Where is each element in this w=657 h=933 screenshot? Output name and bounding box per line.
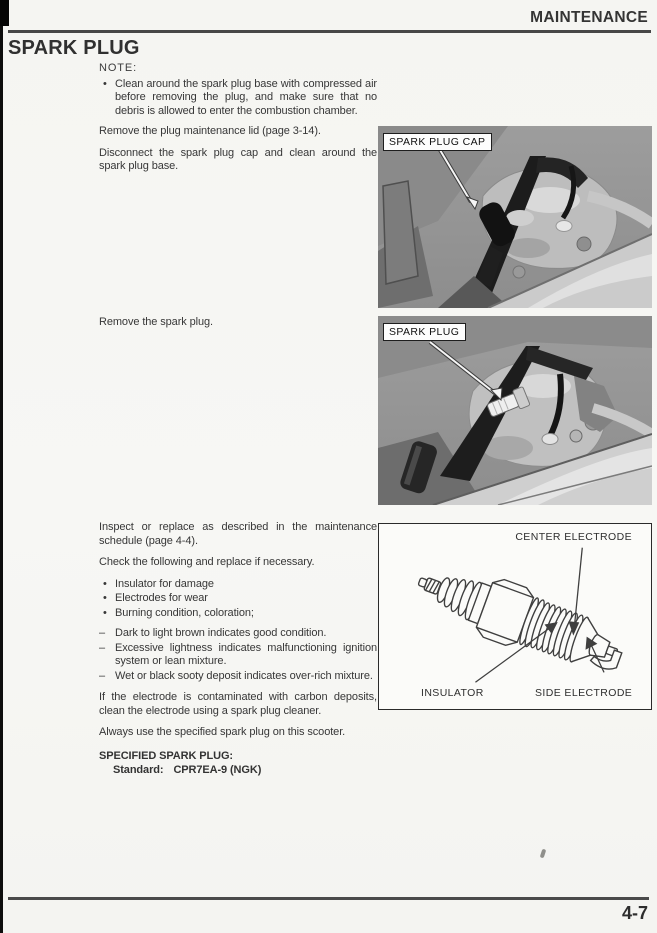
condition-item-text: Wet or black sooty deposit indicates over-rich mixture. (115, 669, 373, 682)
check-item-text: Electrodes for wear (115, 592, 208, 604)
diagram-label-center-electrode: CENTER ELECTRODE (515, 531, 632, 543)
spec-heading: SPECIFIED SPARK PLUG: (99, 749, 233, 762)
diagram-label-insulator: INSULATOR (421, 687, 484, 699)
photo2-label-box: SPARK PLUG (383, 323, 466, 341)
bullet-icon: • (103, 592, 107, 604)
condition-item-text: Excessive lightness indicates malfunctioning ignition system or lean mixture. (115, 641, 377, 667)
spec-standard-value: CPR7EA-9 (NGK) (173, 764, 262, 776)
check-item-text: Insulator for damage (115, 577, 214, 590)
check-item-text: Burning condition, coloration; (115, 606, 254, 619)
para-contaminated: If the electrode is contaminated with carbon deposits, clean the electrode using a spark plug cleaner. (99, 691, 377, 717)
para-check: Check the following and replace if necessary. (99, 556, 315, 568)
page-number: 4-7 (621, 903, 648, 923)
condition-item (99, 627, 377, 641)
condition-item (99, 642, 377, 669)
check-item (99, 592, 377, 606)
note-item-text: Clean around the spark plug base with compressed air before removing the plug, and make sure that no debris is allowed to enter the combustion chamber. (115, 77, 377, 117)
photo-spark-plug (378, 316, 652, 505)
scan-artifact-speck (540, 849, 547, 859)
text-block-bottom (99, 521, 377, 778)
check-item (99, 607, 377, 621)
text-block-top (99, 62, 377, 182)
header-rule (8, 30, 651, 33)
note-label: NOTE: (99, 62, 138, 74)
engine-photo-illustration (378, 316, 652, 505)
bullet-icon: • (103, 577, 107, 590)
engine-photo-illustration (378, 126, 652, 308)
dash-icon: – (99, 627, 106, 639)
condition-item-text: Dark to light brown indicates good condition. (115, 627, 327, 639)
scan-artifact-corner (0, 0, 9, 26)
spec-standard-label: Standard: (113, 764, 164, 776)
text-block-middle (99, 316, 377, 330)
dash-icon: – (99, 669, 106, 682)
para-inspect: Inspect or replace as described in the maintenance schedule (page 4-4). (99, 521, 377, 547)
spec-standard (99, 764, 377, 778)
footer-rule (8, 897, 649, 900)
dash-icon: – (99, 641, 106, 654)
note-item (99, 78, 377, 119)
spark-plug-line-drawing (379, 524, 651, 709)
condition-list (99, 627, 377, 683)
check-list (99, 578, 377, 621)
para-always-use: Always use the specified spark plug on this scooter. (99, 726, 346, 738)
photo-spark-plug-cap (378, 126, 652, 308)
bullet-icon: • (103, 606, 107, 619)
para-remove-lid: Remove the plug maintenance lid (page 3-14). (99, 125, 321, 137)
diagram-label-side-electrode: SIDE ELECTRODE (535, 687, 633, 699)
scan-artifact-left-edge (0, 0, 3, 933)
page-title: SPARK PLUG (8, 37, 140, 59)
condition-item (99, 670, 377, 684)
spark-plug-diagram (378, 523, 652, 710)
check-item (99, 578, 377, 592)
bullet-icon: • (103, 77, 107, 90)
para-remove-plug: Remove the spark plug. (99, 316, 213, 328)
photo1-label-box: SPARK PLUG CAP (383, 133, 492, 151)
para-disconnect-cap: Disconnect the spark plug cap and clean around the spark plug base. (99, 146, 377, 172)
chapter-header: MAINTENANCE (530, 9, 648, 26)
